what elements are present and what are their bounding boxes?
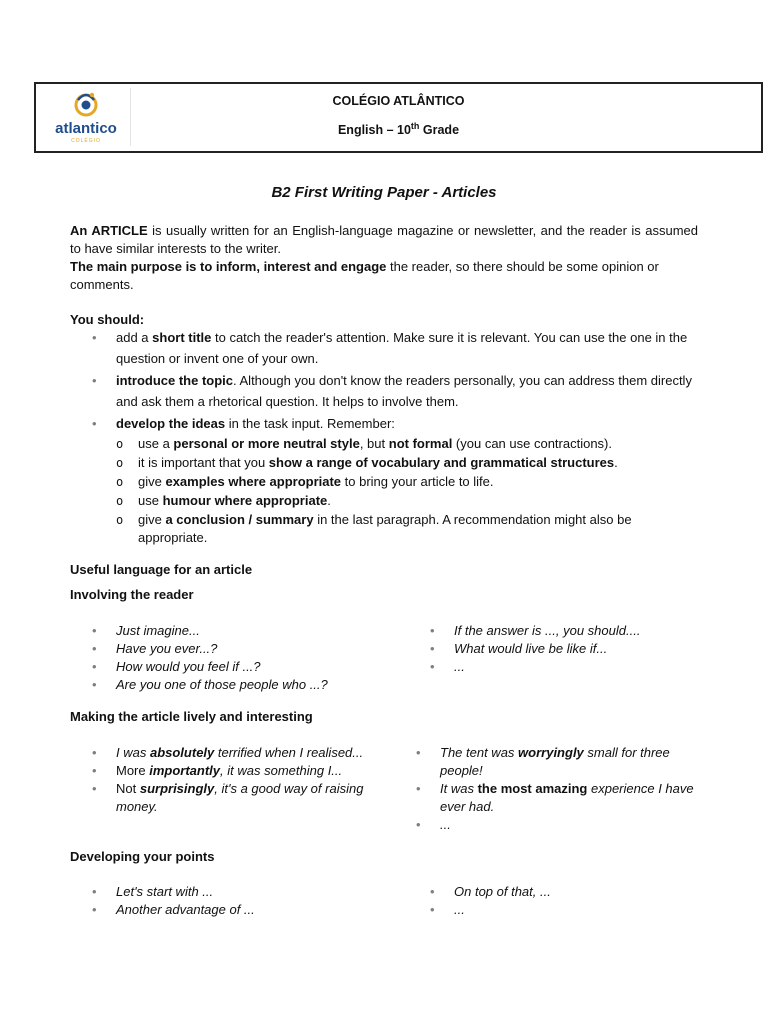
list-item: • ... [416, 816, 706, 834]
sublist-item: o give a conclusion / summary in the last paragraph. A recommendation might also be appropriate. [115, 511, 698, 547]
you-should-label: You should: [70, 312, 145, 327]
list-item: • add a short title to catch the reader's attention. Make sure it is relevant. You can use the one in the question or invent one of your own. [70, 327, 698, 369]
lively-heading: Making the article lively and interesting [70, 709, 313, 724]
you-should-list [70, 327, 698, 435]
list-item: • More importantly, it was something I... [92, 762, 372, 780]
useful-language-heading: Useful language for an article [70, 562, 253, 577]
list-item: • Are you one of those people who ...? [92, 676, 402, 694]
involving-heading: Involving the reader [70, 587, 194, 602]
developing-list-left [92, 883, 392, 919]
sublist-item: o use humour where appropriate. [115, 492, 698, 510]
list-item: • Another advantage of ... [92, 901, 392, 919]
list-item: • introduce the topic. Although you don't know the readers personally, you can address them directly and ask them a rhetorical question. It helps to involve them. [70, 370, 698, 412]
intro-paragraph-2: The main purpose is to inform, interest and engage the reader, so there should be some opinion or comments. [70, 259, 659, 292]
document-title: B2 First Writing Paper - Articles [271, 184, 497, 201]
sublist-item: o use a personal or more neutral style, but not formal (you can use contractions). [115, 435, 698, 453]
list-item: • The tent was worryingly small for three people! [416, 744, 706, 780]
list-item: • Just imagine... [92, 622, 402, 640]
list-item: • It was the most amazing experience I have ever had. [416, 780, 706, 816]
developing-list-right [430, 883, 710, 919]
list-item: • How would you feel if ...? [92, 658, 402, 676]
sublist-item: o give examples where appropriate to bring your article to life. [115, 473, 698, 491]
list-item: • Let's start with ... [92, 883, 392, 901]
involving-list-left [92, 622, 402, 694]
involving-list-right [430, 622, 710, 676]
logo-wordmark: atlantico [55, 120, 117, 137]
list-item: • develop the ideas in the task input. Remember: [70, 413, 698, 434]
list-item: • Have you ever...? [92, 640, 402, 658]
list-item: • ... [430, 901, 710, 919]
list-item: • ... [430, 658, 710, 676]
lively-list-left [92, 744, 372, 816]
remember-sublist [115, 435, 698, 548]
list-item: • If the answer is ..., you should.... [430, 622, 710, 640]
school-name: COLÉGIO ATLÂNTICO [332, 94, 465, 108]
list-item: • Not surprisingly, it's a good way of raising money. [92, 780, 372, 816]
list-item: • What would live be like if... [430, 640, 710, 658]
header-box [34, 82, 763, 153]
logo-subtext: COLÉGIO [71, 138, 101, 144]
grade-line: English – 10th Grade [337, 120, 460, 137]
lively-list-right [416, 744, 706, 834]
list-item: • I was absolutely terrified when I realised... [92, 744, 372, 762]
list-item: • On top of that, ... [430, 883, 710, 901]
intro-paragraph-1: An ARTICLE is usually written for an English-language magazine or newsletter, and the reader is assumed to have similar interests to the writer. [70, 223, 698, 256]
developing-heading: Developing your points [70, 849, 215, 864]
sublist-item: o it is important that you show a range of vocabulary and grammatical structures. [115, 454, 698, 472]
